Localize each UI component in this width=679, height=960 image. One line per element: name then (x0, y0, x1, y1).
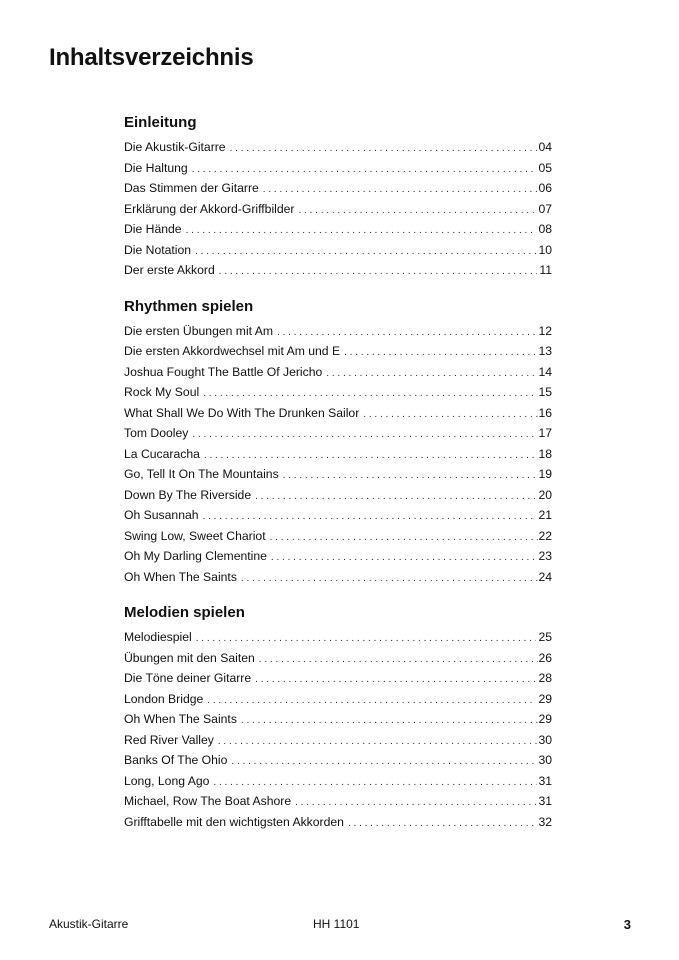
section-heading: Rhythmen spielen (124, 297, 254, 315)
toc-entry (124, 689, 552, 710)
toc-entry-page: 30 (538, 753, 552, 767)
toc-entry-page: 11 (539, 263, 552, 277)
toc-entry (124, 137, 552, 158)
toc-section (124, 602, 552, 832)
toc-entry-title: Die ersten Akkordwechsel mit Am und E (124, 344, 341, 358)
toc-entry (124, 546, 552, 567)
toc-entry-title: Das Stimmen der Gitarre (124, 181, 259, 195)
toc-entry-title: London Bridge (124, 691, 204, 706)
dot-leader (186, 221, 536, 242)
toc-entry (124, 240, 552, 261)
toc-entry-page: 14 (538, 364, 552, 379)
toc-entry (124, 464, 552, 485)
toc-entry-title: Der erste Akkord (124, 263, 215, 277)
toc-entry-title: Down By The Riverside (124, 487, 252, 502)
toc-entry-title: Swing Low, Sweet Chariot (124, 528, 266, 543)
dot-leader (255, 487, 538, 508)
dot-leader (195, 242, 536, 263)
toc-entry-title: What Shall We Do With The Drunken Sailor (124, 405, 360, 420)
toc-entry-title: Oh When The Saints (124, 569, 237, 584)
toc-entry-page: 07 (538, 201, 552, 216)
toc-entry (124, 750, 552, 771)
toc-entry-title: Banks Of The Ohio (124, 753, 228, 767)
section-entries (124, 137, 552, 281)
dot-leader (207, 691, 536, 712)
toc-entry-page: 17 (538, 426, 552, 440)
toc-entry-title: Melodiespiel (124, 630, 192, 644)
toc-entry (124, 341, 552, 362)
toc-entry-title: Go, Tell It On The Mountains (124, 467, 279, 481)
toc-entry (124, 444, 552, 465)
dot-leader (255, 670, 538, 691)
toc-entry (124, 668, 552, 689)
toc-section (124, 296, 552, 588)
toc-entry-page: 04 (538, 140, 552, 154)
toc-entry (124, 505, 552, 526)
toc-entry-page: 32 (538, 814, 552, 829)
toc-entry-page: 05 (538, 160, 552, 175)
toc-entry (124, 567, 552, 588)
toc-entry (124, 730, 552, 751)
toc-entry-title: Die ersten Übungen mit Am (124, 323, 274, 338)
toc-entry-title: Oh Susannah (124, 508, 199, 522)
toc-entry-page: 21 (538, 508, 552, 522)
dot-leader (231, 752, 537, 773)
toc-section (124, 112, 552, 281)
table-of-contents (124, 112, 552, 847)
toc-entry-page: 23 (538, 549, 552, 563)
toc-entry-page: 10 (538, 242, 552, 257)
toc-entry-page: 18 (538, 446, 552, 461)
dot-leader (298, 201, 538, 222)
toc-entry (124, 485, 552, 506)
toc-entry-title: Erklärung der Akkord-Griffbilder (124, 201, 295, 216)
toc-entry-page: 25 (538, 630, 552, 644)
dot-leader (259, 650, 539, 671)
toc-entry (124, 423, 552, 444)
toc-entry (124, 648, 552, 669)
page-footer (49, 917, 631, 933)
toc-entry-page: 13 (538, 344, 552, 358)
toc-entry (124, 403, 552, 424)
toc-entry-title: Tom Dooley (124, 426, 189, 440)
dot-leader (203, 384, 536, 405)
toc-entry-title: Red River Valley (124, 732, 214, 747)
dot-leader (348, 814, 538, 835)
dot-leader (295, 793, 538, 814)
page-title: Inhaltsverzeichnis (49, 44, 254, 71)
dot-leader (283, 466, 539, 487)
dot-leader (192, 425, 535, 446)
toc-entry (124, 362, 552, 383)
toc-entry (124, 158, 552, 179)
toc-entry (124, 627, 552, 648)
toc-entry-title: Die Haltung (124, 160, 188, 175)
toc-entry-title: Die Töne deiner Gitarre (124, 671, 252, 685)
toc-entry-title: Grifftabelle mit den wichtigsten Akkorden (124, 814, 344, 829)
toc-entry (124, 178, 552, 199)
dot-leader (271, 548, 539, 569)
toc-entry-title: Oh When The Saints (124, 712, 237, 726)
dot-leader (203, 507, 537, 528)
toc-entry-page: 12 (538, 323, 552, 338)
toc-entry (124, 709, 552, 730)
toc-entry-title: Joshua Fought The Battle Of Jericho (124, 364, 323, 379)
toc-entry-title: Die Hände (124, 222, 182, 236)
toc-entry-title: Oh My Darling Clementine (124, 549, 267, 563)
dot-leader (204, 446, 536, 467)
section-heading: Melodien spielen (124, 604, 245, 621)
toc-entry-title: La Cucaracha (124, 446, 200, 461)
dot-leader (192, 160, 536, 181)
dot-leader (219, 262, 537, 283)
dot-leader (241, 569, 538, 590)
toc-entry-page: 24 (538, 569, 552, 584)
toc-entry-page: 08 (538, 222, 552, 236)
footer-book-title: Akustik-Gitarre (49, 917, 129, 931)
dot-leader (241, 711, 538, 732)
dot-leader (270, 528, 539, 549)
toc-entry (124, 321, 552, 342)
toc-entry (124, 526, 552, 547)
toc-entry-page: 15 (538, 385, 552, 399)
toc-entry-title: Übungen mit den Saiten (124, 650, 255, 665)
dot-leader (363, 405, 538, 426)
toc-entry (124, 812, 552, 833)
toc-entry (124, 219, 552, 240)
dot-leader (277, 323, 538, 344)
toc-entry (124, 771, 552, 792)
dot-leader (326, 364, 538, 385)
toc-entry-page: 06 (538, 181, 552, 195)
toc-entry-title: Long, Long Ago (124, 773, 210, 788)
toc-entry-title: Michael, Row The Boat Ashore (124, 794, 292, 808)
section-entries (124, 321, 552, 588)
dot-leader (263, 180, 539, 201)
toc-entry (124, 791, 552, 812)
toc-entry-page: 31 (538, 794, 552, 808)
toc-entry-page: 16 (538, 405, 552, 420)
toc-entry (124, 260, 552, 281)
footer-page-number: 3 (623, 917, 631, 932)
section-entries (124, 627, 552, 832)
toc-entry-page: 31 (538, 773, 552, 788)
toc-entry-page: 28 (538, 671, 552, 685)
dot-leader (344, 343, 538, 364)
toc-entry (124, 199, 552, 220)
toc-entry-title: Rock My Soul (124, 385, 200, 399)
toc-entry-page: 29 (538, 712, 552, 726)
toc-entry-page: 20 (538, 487, 552, 502)
dot-leader (213, 773, 536, 794)
toc-entry-page: 30 (538, 732, 552, 747)
toc-entry (124, 382, 552, 403)
toc-entry-page: 19 (538, 467, 552, 481)
section-heading: Einleitung (124, 114, 197, 131)
dot-leader (196, 629, 536, 650)
dot-leader (230, 139, 538, 160)
toc-entry-page: 26 (538, 650, 552, 665)
toc-entry-page: 29 (538, 691, 552, 706)
toc-entry-title: Die Akustik-Gitarre (124, 140, 226, 154)
toc-entry-title: Die Notation (124, 242, 192, 257)
toc-entry-page: 22 (538, 528, 552, 543)
footer-catalog-number: HH 1101 (313, 917, 360, 931)
dot-leader (218, 732, 537, 753)
